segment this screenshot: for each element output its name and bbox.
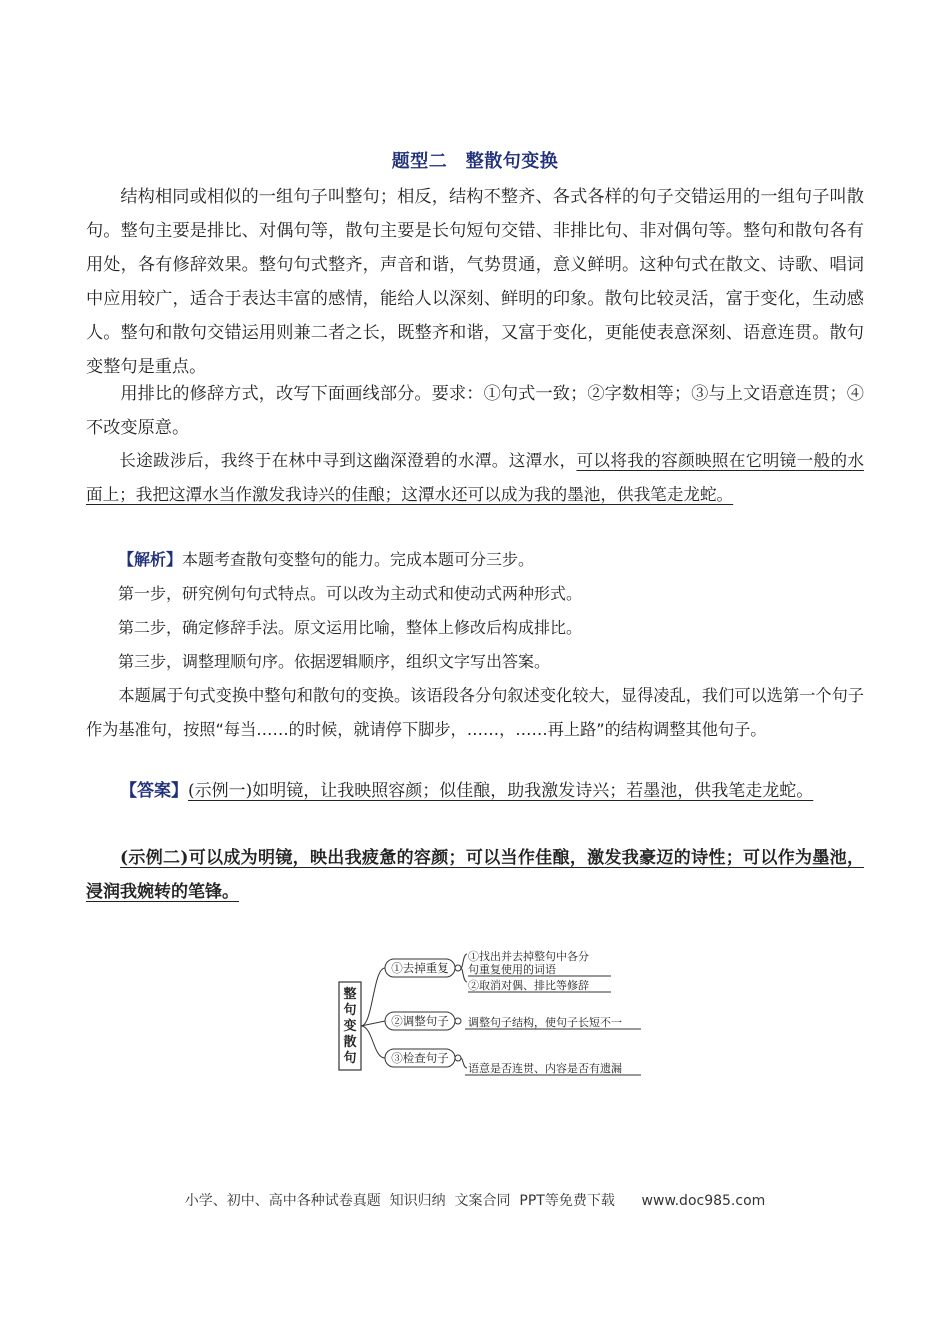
question-paragraph: 用排比的修辞方式，改写下面画线部分。要求：①句式一致；②字数相等；③与上文语意连贯；④不改变原意。 [86, 384, 864, 438]
answer-example-2 [86, 841, 864, 909]
intro-paragraph: 结构相同或相似的一组句子叫整句；相反，结构不整齐、各式各样的句子交错运用的一组句子叫散句。整句主要是排比、对偶句等，散句主要是长句短句交错、非排比句、非对偶句等。整句和散句各有用处，各有修辞效果。整句句式整齐，声音和谐，气势贯通，意义鲜明。这种句式在散文、诗歌、唱词中应用较广，适合于表达丰富的感情，能给人以深刻、鲜明的印象。散句比较灵活，富于变化，生动感人。整句和散句交错运用则兼二者之长，既整齐和谐，又富于变化，更能使表意深刻、语意连贯。散句变整句是重点。 [86, 187, 864, 377]
analysis-step-1: 第一步，研究例句句式特点。可以改为主动式和使动式两种形式。 [118, 584, 583, 603]
mind-map-root-char-1: 整 [343, 987, 357, 1002]
passage-lead: 长途跋涉后，我终于在林中寻到这幽深澄碧的水潭。这潭水， [119, 451, 577, 470]
branch-2-label: ②调整句子 [391, 1014, 449, 1028]
mind-map-root-char-4: 散 [343, 1035, 357, 1050]
mind-map-root-char-3: 变 [343, 1019, 357, 1034]
mind-map-diagram [335, 940, 645, 1085]
branch-1-leaf-2: 句重复使用的词语 [468, 963, 556, 976]
branch-1-leaf-1: ①找出并去掉整句中各分 [468, 950, 589, 963]
branch-2-node [455, 1018, 461, 1024]
analysis-step-2: 第二步，确定修辞手法。原文运用比喻，整体上修改后构成排比。 [118, 618, 583, 637]
connector-3 [361, 1026, 385, 1058]
answer-example-2-text: (示例二)可以成为明镜，映出我疲惫的容颜；可以当作佳酿，激发我豪迈的诗性；可以作为墨池，浸润我婉转的笔锋。 [86, 848, 864, 902]
analysis-step-3: 第三步，调整理顺句序。依据逻辑顺序，组织文字写出答案。 [118, 652, 551, 671]
analysis-text: 本题考查散句变整句的能力。完成本题可分三步。 [182, 550, 535, 569]
analysis-tag: 【解析】 [118, 550, 183, 569]
section-title: 题型二 整散句变换 [391, 151, 559, 172]
branch-3-label: ③检查句子 [391, 1051, 449, 1065]
analysis-explain: 本题属于句式变换中整句和散句的变换。该语段各分句叙述变化较大，显得凌乱，我们可以选第一个句子作为基准句，按照“每当……的时候，就请停下脚步，……，……再上路”的结构调整其他句子。 [86, 686, 864, 739]
branch-1-fork [461, 954, 467, 982]
connector-1 [361, 968, 385, 1026]
branch-1-leaf-3: ②取消对偶、排比等修辞 [468, 979, 589, 992]
branch-2-leaf-1: 调整句子结构，使句子长短不一 [468, 1016, 622, 1029]
answer-example-1 [86, 774, 864, 808]
mind-map-root-char-5: 句 [343, 1051, 357, 1066]
branch-3-connector [461, 1058, 467, 1068]
branch-3-node [455, 1055, 461, 1061]
mind-map-root-char-2: 句 [343, 1003, 357, 1018]
passage-underlined: 可以将我的容颜映照在它明镜一般的水面上；我把这潭水当作激发我诗兴的佳酿；这潭水还可以成为我的墨池，供我笔走龙蛇。 [86, 451, 865, 504]
answer-example-1-text: (示例一)如明镜，让我映照容颜；似佳酿，助我激发诗兴；若墨池，供我笔走龙蛇。 [188, 781, 814, 801]
page-footer: 小学、初中、高中各种试卷真题 知识归纳 文案合同 PPT等免费下载 www.doc985.com [184, 1193, 766, 1209]
answer-tag: 【答案】 [120, 781, 188, 801]
branch-1-node [455, 965, 461, 971]
branch-3-leaf-1: 语意是否连贯、内容是否有遗漏 [468, 1062, 622, 1075]
analysis-intro [86, 543, 864, 577]
passage-paragraph [86, 444, 864, 512]
branch-1-label: ①去掉重复 [391, 961, 449, 975]
